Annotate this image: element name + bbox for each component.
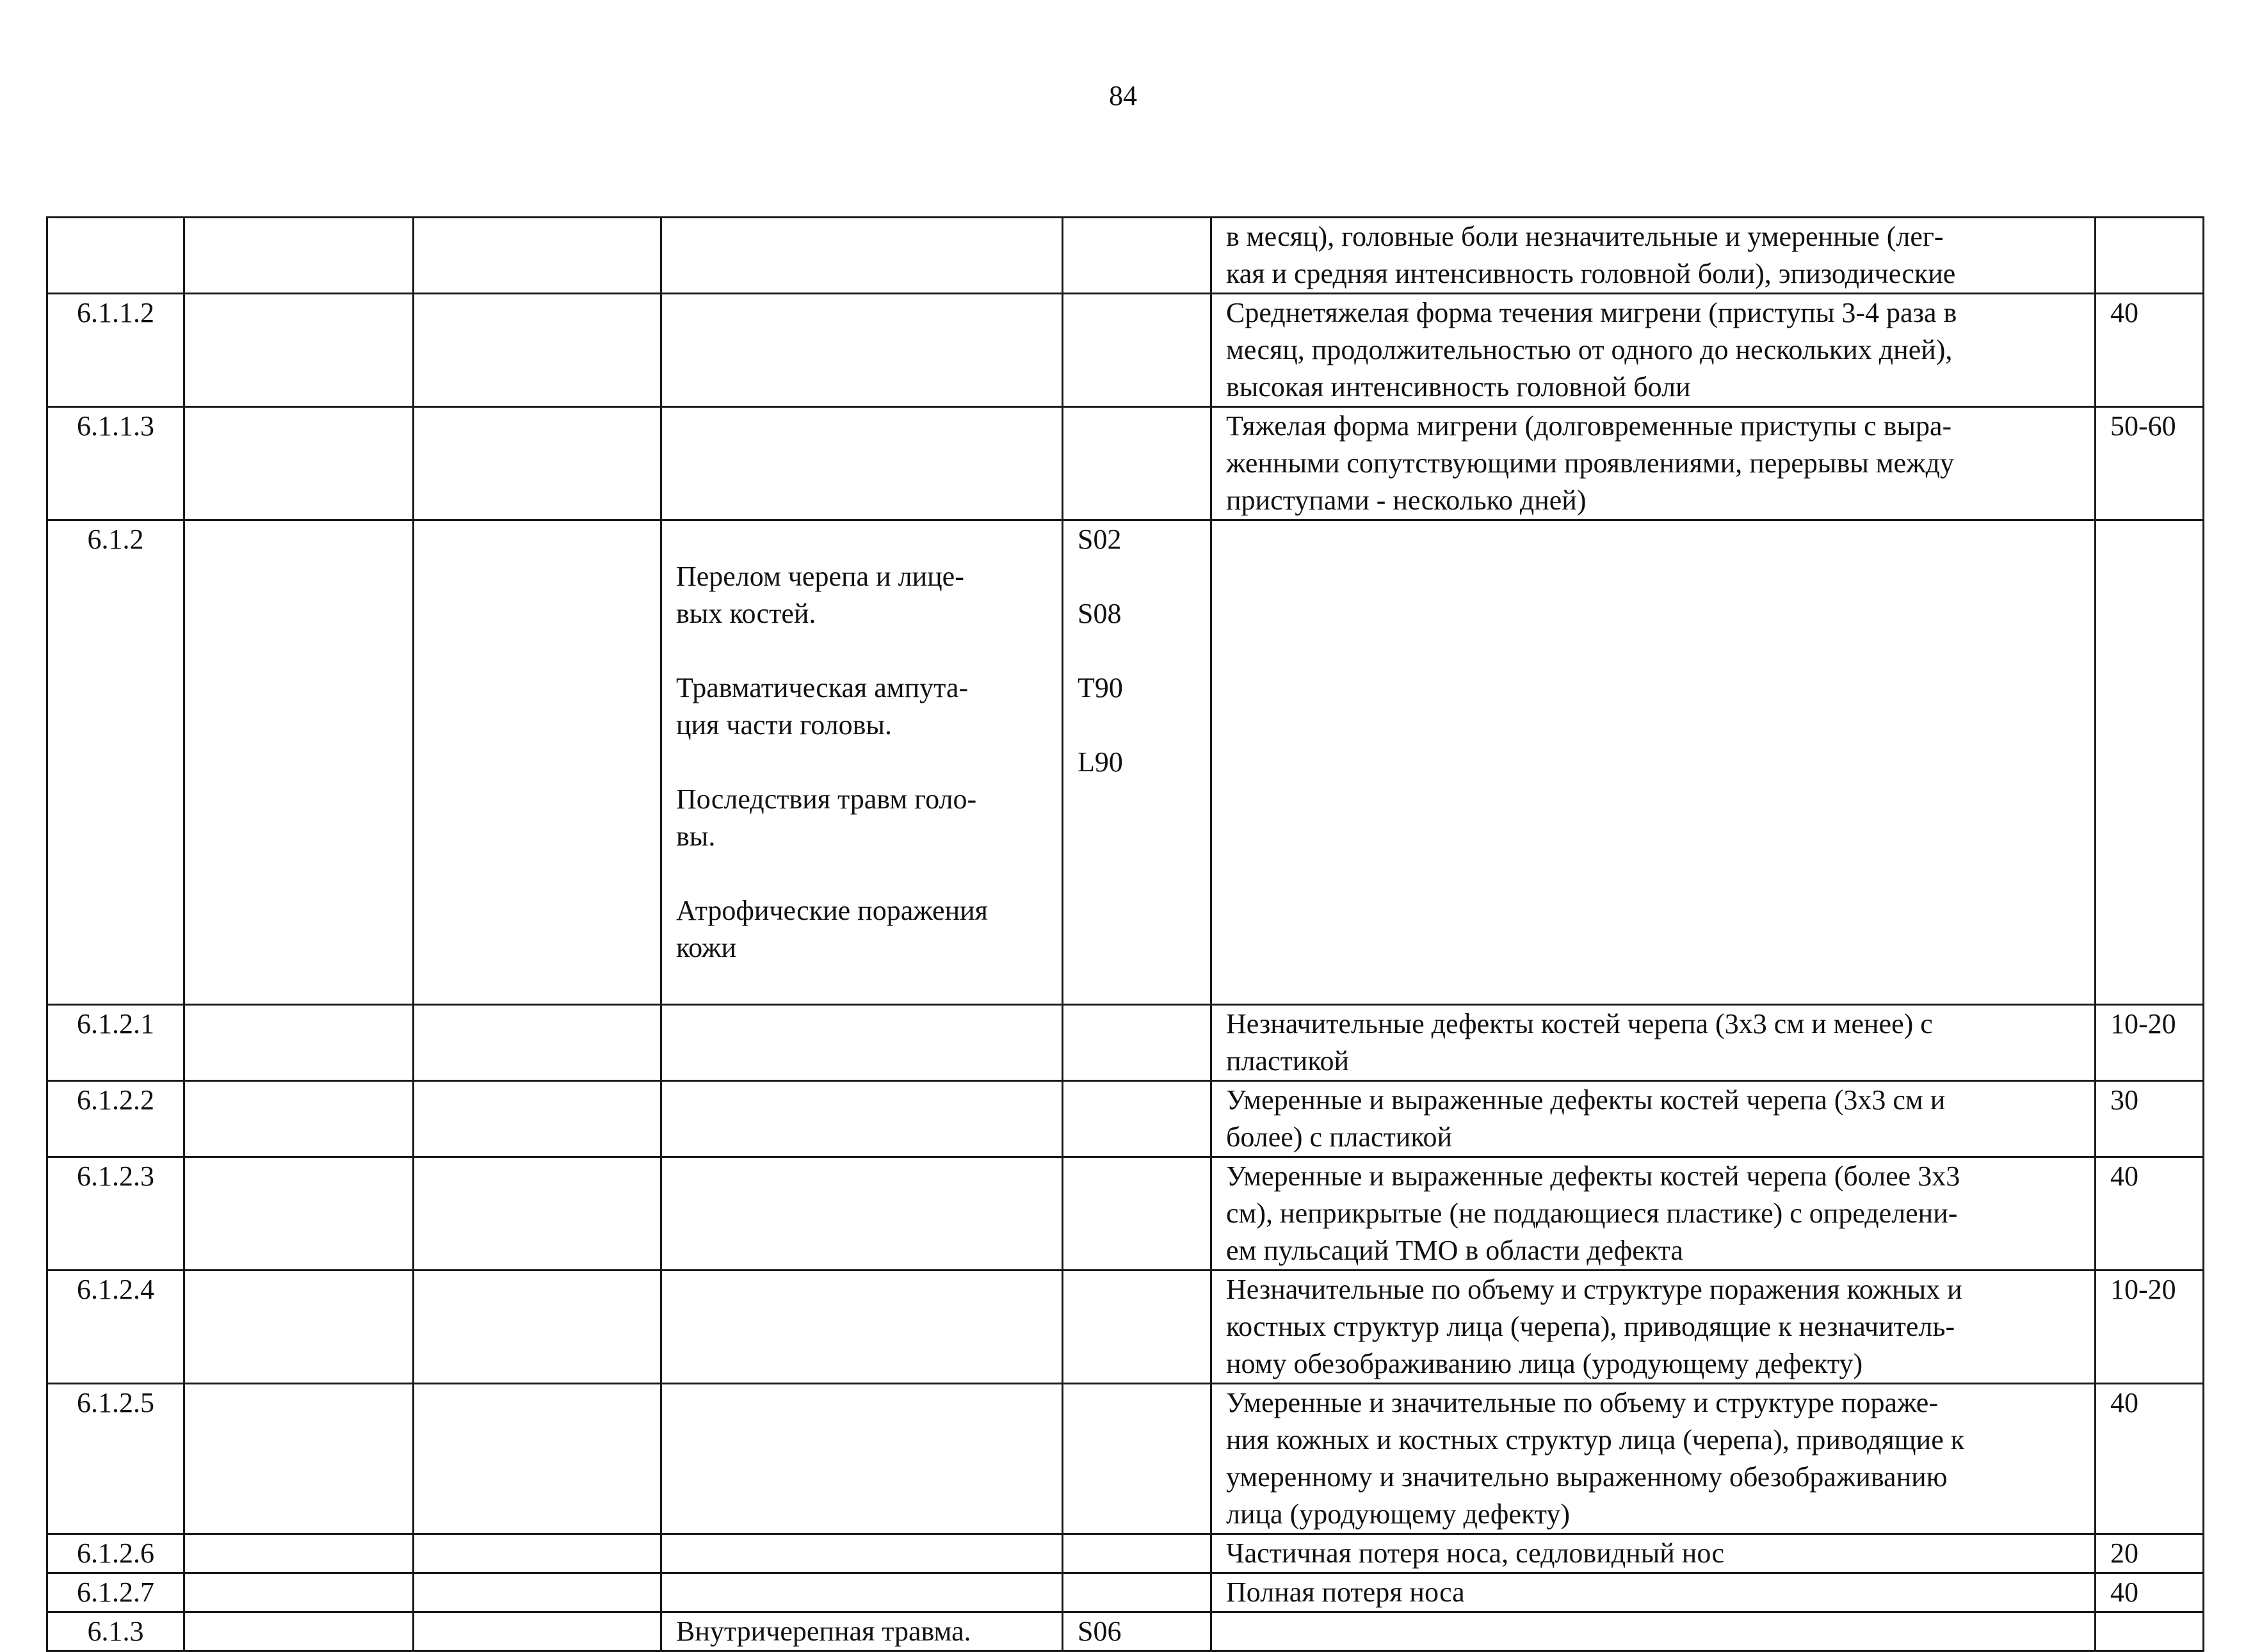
- disability-criteria-table: [46, 216, 2204, 1652]
- row-code: 6.1.1.2: [47, 294, 184, 407]
- empty-cell: [184, 218, 414, 294]
- empty-cell: [184, 1271, 414, 1384]
- table-row: [47, 407, 2204, 520]
- empty-cell: [414, 1573, 661, 1612]
- empty-cell: [184, 520, 414, 1005]
- percent-value: 40: [2096, 294, 2204, 407]
- empty-cell: [184, 1534, 414, 1573]
- empty-cell: [414, 218, 661, 294]
- row-code: 6.1.2.7: [47, 1573, 184, 1612]
- empty-cell: [414, 294, 661, 407]
- empty-cell: [184, 1384, 414, 1534]
- row-code: 6.1.2.3: [47, 1157, 184, 1271]
- percent-value: 10-20: [2096, 1271, 2204, 1384]
- percent-value: 40: [2096, 1573, 2204, 1612]
- nosology-code: [1063, 294, 1211, 407]
- row-code: 6.1.2.1: [47, 1005, 184, 1081]
- nosology-code: [1063, 1005, 1211, 1081]
- nosology-code: [1063, 218, 1211, 294]
- percent-value: 30: [2096, 1081, 2204, 1157]
- nosology-code: L90: [1078, 746, 1123, 778]
- condition-names: [661, 520, 1063, 1005]
- empty-cell: [184, 1005, 414, 1081]
- criteria-description: Незначительные по объему и структуре поражения кожных и костных структур лица (черепа), приводящие к незначитель- ному обезображиванию лица (уродующему дефекту): [1211, 1271, 2096, 1384]
- empty-cell: [184, 1157, 414, 1271]
- percent-value: [2096, 218, 2204, 294]
- empty-cell: [414, 520, 661, 1005]
- percent-value: [2096, 1612, 2204, 1651]
- condition-name: [661, 407, 1063, 520]
- nosology-code: [1063, 1157, 1211, 1271]
- table-row: [47, 1384, 2204, 1534]
- nosology-code: S06: [1063, 1612, 1211, 1651]
- empty-cell: [414, 1384, 661, 1534]
- empty-cell: [414, 1612, 661, 1651]
- condition-name: Атрофические поражения кожи: [676, 895, 988, 963]
- nosology-code: [1063, 1081, 1211, 1157]
- percent-value: 20: [2096, 1534, 2204, 1573]
- percent-value: 10-20: [2096, 1005, 2204, 1081]
- page-number: 84: [1109, 80, 1137, 111]
- percent-value: 50-60: [2096, 407, 2204, 520]
- percent-value: 40: [2096, 1384, 2204, 1534]
- table-row: [47, 218, 2204, 294]
- condition-name: [661, 1384, 1063, 1534]
- criteria-description: Частичная потеря носа, седловидный нос: [1211, 1534, 2096, 1573]
- row-code: 6.1.1.3: [47, 407, 184, 520]
- empty-cell: [414, 1157, 661, 1271]
- table-row: [47, 1573, 2204, 1612]
- condition-name: [661, 294, 1063, 407]
- table-row: [47, 1005, 2204, 1081]
- row-code: 6.1.3: [47, 1612, 184, 1651]
- condition-name: Внутричерепная травма.: [661, 1612, 1063, 1651]
- criteria-description: Умеренные и значительные по объему и структуре пораже- ния кожных и костных структур лица (черепа), приводящие к умеренному и значительно выраженному обезображиванию лица (уродующему дефекту): [1211, 1384, 2096, 1534]
- nosology-code: S02: [1078, 524, 1122, 555]
- table-row: [47, 1081, 2204, 1157]
- criteria-description: Тяжелая форма мигрени (долговременные приступы с выра- женными сопутствующими проявлениями, перерывы между приступами - несколько дней): [1211, 407, 2096, 520]
- percent-value: [2096, 520, 2204, 1005]
- nosology-code: [1063, 407, 1211, 520]
- empty-cell: [414, 1271, 661, 1384]
- nosology-code: S08: [1078, 598, 1122, 629]
- condition-name: [661, 218, 1063, 294]
- nosology-codes: [1063, 520, 1211, 1005]
- condition-name: Последствия травм голо- вы.: [676, 783, 977, 852]
- criteria-description: Умеренные и выраженные дефекты костей черепа (более 3х3 см), неприкрытые (не поддающиеся пластике) с определени- ем пульсаций ТМО в области дефекта: [1211, 1157, 2096, 1271]
- table-row: [47, 520, 2204, 1005]
- row-code: 6.1.2.6: [47, 1534, 184, 1573]
- criteria-description: Незначительные дефекты костей черепа (3х3 см и менее) с пластикой: [1211, 1005, 2096, 1081]
- empty-cell: [184, 1081, 414, 1157]
- nosology-code: [1063, 1573, 1211, 1612]
- empty-cell: [414, 1534, 661, 1573]
- empty-cell: [414, 407, 661, 520]
- criteria-description: Умеренные и выраженные дефекты костей черепа (3х3 см и более) с пластикой: [1211, 1081, 2096, 1157]
- empty-cell: [184, 294, 414, 407]
- table-row: [47, 294, 2204, 407]
- criteria-description: [1211, 1612, 2096, 1651]
- row-code: [47, 218, 184, 294]
- row-code: 6.1.2.5: [47, 1384, 184, 1534]
- row-code: 6.1.2.4: [47, 1271, 184, 1384]
- table-row: [47, 1157, 2204, 1271]
- nosology-code: [1063, 1534, 1211, 1573]
- condition-name: Перелом черепа и лице- вых костей.: [676, 561, 964, 629]
- criteria-description: Полная потеря носа: [1211, 1573, 2096, 1612]
- table-row: [47, 1534, 2204, 1573]
- empty-cell: [414, 1005, 661, 1081]
- criteria-description: Среднетяжелая форма течения мигрени (приступы 3-4 раза в месяц, продолжительностью от одного до нескольких дней), высокая интенсивность головной боли: [1211, 294, 2096, 407]
- condition-name: [661, 1573, 1063, 1612]
- nosology-code: T90: [1078, 672, 1123, 703]
- table-row: [47, 1612, 2204, 1651]
- nosology-code: [1063, 1384, 1211, 1534]
- empty-cell: [414, 1081, 661, 1157]
- criteria-description: [1211, 520, 2096, 1005]
- empty-cell: [184, 1573, 414, 1612]
- condition-name: [661, 1005, 1063, 1081]
- row-code: 6.1.2.2: [47, 1081, 184, 1157]
- empty-cell: [184, 407, 414, 520]
- percent-value: 40: [2096, 1157, 2204, 1271]
- criteria-description: в месяц), головные боли незначительные и умеренные (лег- кая и средняя интенсивность головной боли), эпизодические: [1211, 218, 2096, 294]
- condition-name: [661, 1081, 1063, 1157]
- condition-name: [661, 1157, 1063, 1271]
- row-code: 6.1.2: [47, 520, 184, 1005]
- condition-name: [661, 1271, 1063, 1384]
- nosology-code: [1063, 1271, 1211, 1384]
- table-row: [47, 1271, 2204, 1384]
- condition-name: Травматическая ампута- ция части головы.: [676, 672, 969, 741]
- empty-cell: [184, 1612, 414, 1651]
- condition-name: [661, 1534, 1063, 1573]
